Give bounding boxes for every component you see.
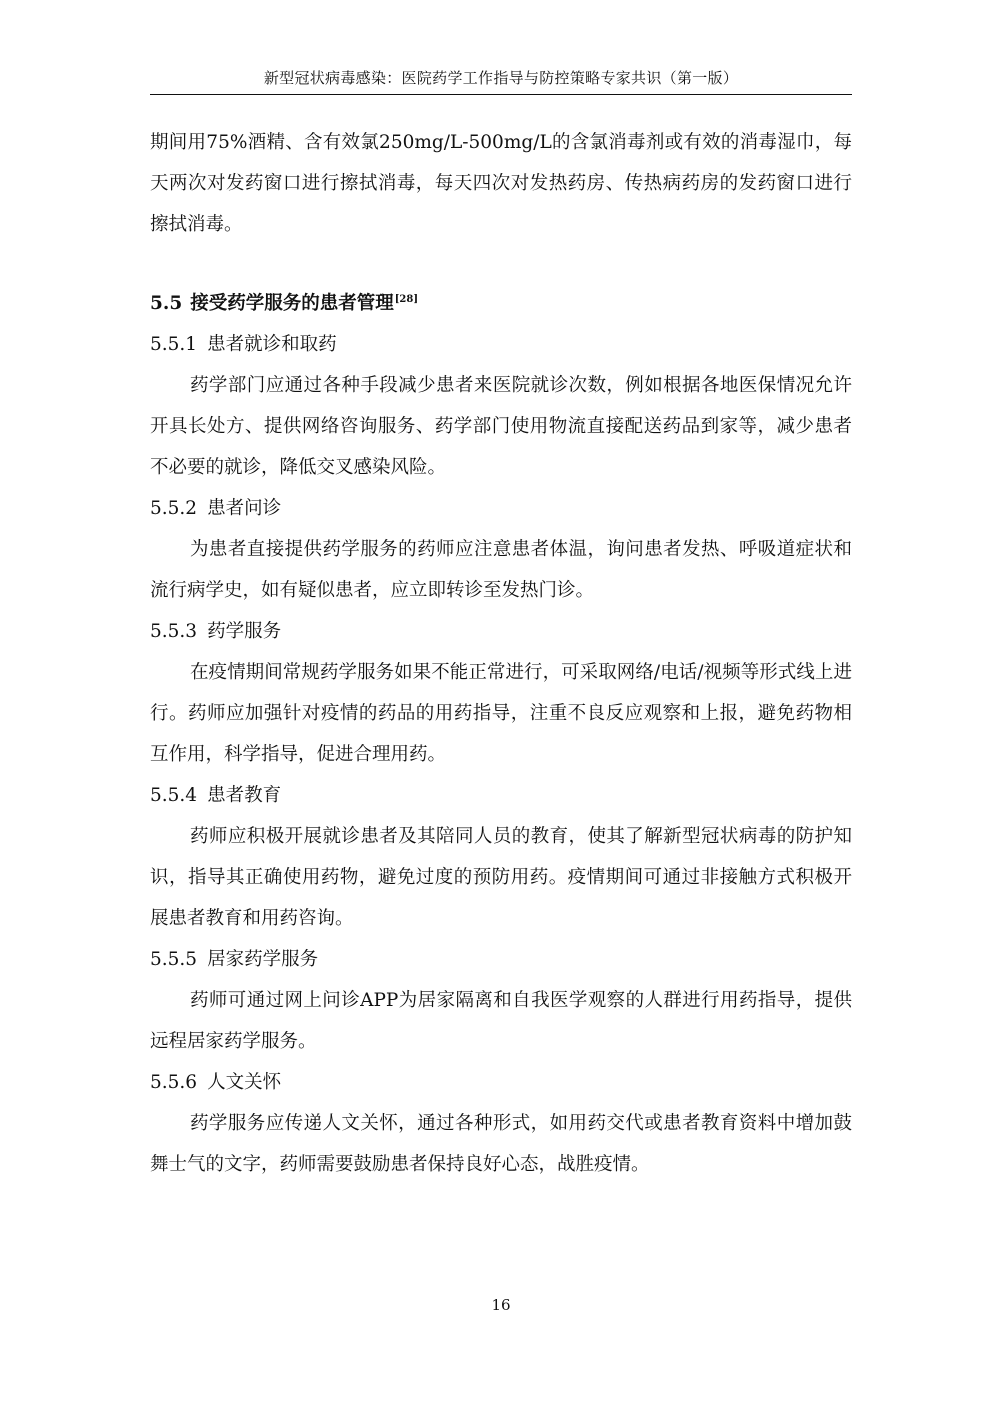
page-number: 16: [491, 1296, 511, 1314]
subsection-heading: [150, 324, 852, 365]
subsection-title: 患者问诊: [207, 498, 282, 519]
subsection-body: 药师应积极开展就诊患者及其陪同人员的教育，使其了解新型冠状病毒的防护知识，指导其正确使用药物，避免过度的预防用药。疫情期间可通过非接触方式积极开展患者教育和用药咨询。: [150, 826, 852, 929]
intro-paragraph: 期间用75%酒精、含有效氯250mg/L-500mg/L的含氯消毒剂或有效的消毒湿巾，每天两次对发药窗口进行擦拭消毒，每天四次对发热药房、传热病药房的发药窗口进行擦拭消毒。: [150, 132, 852, 235]
subsection-title: 药学服务: [207, 621, 282, 642]
subsection-body: 药学服务应传递人文关怀，通过各种形式，如用药交代或患者教育资料中增加鼓舞士气的文字，药师需要鼓励患者保持良好心态，战胜疫情。: [150, 1113, 852, 1175]
subsection-number: 5.5.5: [150, 949, 198, 970]
subsection-number: 5.5.6: [150, 1072, 198, 1093]
subsection-body: 为患者直接提供药学服务的药师应注意患者体温，询问患者发热、呼吸道症状和流行病学史，如有疑似患者，应立即转诊至发热门诊。: [150, 539, 852, 601]
section-heading: [150, 279, 852, 324]
subsection-title: 患者教育: [207, 785, 282, 806]
citation-ref: [28]: [394, 294, 419, 305]
header-rule: [150, 94, 852, 95]
subsection-body: 药师可通过网上问诊APP为居家隔离和自我医学观察的人群进行用药指导，提供远程居家药学服务。: [150, 990, 852, 1052]
subsection-number: 5.5.2: [150, 498, 198, 519]
subsection-heading: [150, 488, 852, 529]
subsection-body: 药学部门应通过各种手段减少患者来医院就诊次数，例如根据各地医保情况允许开具长处方、提供网络咨询服务、药学部门使用物流直接配送药品到家等，减少患者不必要的就诊，降低交叉感染风险。: [150, 375, 852, 478]
subsection-number: 5.5.4: [150, 785, 198, 806]
subsection-number: 5.5.3: [150, 621, 198, 642]
subsection-number: 5.5.1: [150, 334, 198, 355]
subsection-heading: [150, 1062, 852, 1103]
subsection-heading: [150, 611, 852, 652]
section-title: 接受药学服务的患者管理: [190, 293, 394, 314]
page-content: [150, 122, 852, 1185]
subsection-heading: [150, 939, 852, 980]
subsection-title: 患者就诊和取药: [207, 334, 337, 355]
subsection-title: 人文关怀: [207, 1072, 282, 1093]
subsection-title: 居家药学服务: [207, 949, 319, 970]
section-number: 5.5: [150, 293, 183, 314]
running-header: 新型冠状病毒感染：医院药学工作指导与防控策略专家共识（第一版）: [263, 69, 739, 87]
subsection-heading: [150, 775, 852, 816]
subsection-body: 在疫情期间常规药学服务如果不能正常进行，可采取网络/电话/视频等形式线上进行。药师应加强针对疫情的药品的用药指导，注重不良反应观察和上报，避免药物相互作用，科学指导，促进合理用药。: [150, 662, 852, 765]
